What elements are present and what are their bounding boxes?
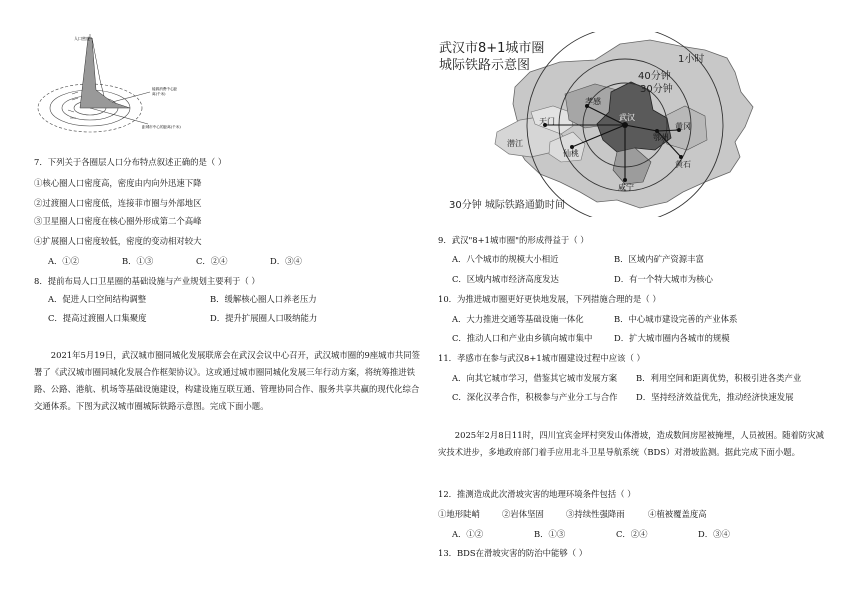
ring-label-30min: 30分钟	[640, 84, 673, 95]
density-label-a2: 离(千米)	[152, 92, 166, 96]
wuhan-rail-map	[435, 32, 770, 217]
q8-option-d[interactable]: D．提升扩展圈人口吸纳能力	[210, 313, 318, 323]
city-qianjiang: 潜江	[507, 139, 523, 148]
density-label-a: 能源消费中心距	[152, 87, 178, 91]
q13-stem: 13．BDS在滑坡灾害的防治中能够（ ）	[438, 548, 588, 558]
city-xianning: 咸宁	[618, 183, 634, 192]
q7-stem: 7．下列关于各圈层人口分布特点叙述正确的是（ ）	[34, 157, 227, 167]
q9-option-c[interactable]: C．区域内城市经济高度发达	[452, 274, 559, 284]
q10-option-c[interactable]: C．推动人口和产业由乡镇向城市集中	[452, 333, 593, 343]
q12-option-b[interactable]: B．①③	[534, 529, 566, 539]
passage-wuhan: 2021年5月19日，武汉城市圈同城化发展联席会在武汉会议中心召开，武汉城市圈的9座城市共同签署了《武汉城市圈同城化发展合作框架协议》。这或通过城市圈同城化发展三年行动方案，将统筹推进铁路、公路、港航、机场等基础设施建设，构建设施互联互通、管理协同合作、服务共享共赢的现代化综合交通体系。下图为武汉城市圈城际铁路示意图。完成下面小题。	[34, 350, 421, 411]
q12-option-c[interactable]: C．②④	[616, 529, 648, 539]
q12-statement-2: ②岩体坚固	[502, 509, 544, 519]
q11-option-d[interactable]: D．坚持经济效益优先，推动经济快速发展	[636, 392, 794, 402]
map-title-line2: 城际铁路示意图	[439, 58, 531, 73]
q9-stem: 9．武汉"8+1城市圈"的形成得益于（ ）	[438, 235, 589, 245]
q12-statement-4: ④植被覆盖度高	[648, 509, 707, 519]
city-tianmen: 天门	[539, 117, 555, 126]
q7-option-c[interactable]: C．②④	[196, 256, 228, 266]
map-title-line1: 武汉市8+1城市圈	[439, 41, 545, 56]
passage-landslide: 2025年2月8日11时，四川宜宾金坪村突发山体滑坡，造成数间房屋被掩埋，人员被困。随着防灾减灾技术进步，多地政府部门着手应用北斗卫星导航系统（BDS）对滑坡监测。据此完成下面小题。	[438, 430, 825, 457]
q11-stem: 11．孝感市在参与武汉8+1城市圈建设过程中应该（ ）	[438, 353, 645, 363]
city-xiantao: 仙桃	[563, 149, 579, 158]
q11-option-c[interactable]: C．深化汉孝合作，积极参与产业分工与合作	[452, 392, 618, 402]
q8-option-b[interactable]: B．缓解核心圈人口养老压力	[210, 294, 317, 304]
q9-option-d[interactable]: D．有一个特大城市为核心	[614, 274, 713, 284]
map-footer-legend: 30分钟 城际铁路通勤时间	[449, 200, 565, 211]
q10-stem: 10．为推进城市圈更好更快地发展，下列措施合理的是（ ）	[438, 294, 661, 304]
q11-option-b[interactable]: B．利用空间和距离优势，积极引进各类产业	[636, 373, 802, 383]
q7-option-a[interactable]: A．①②	[48, 256, 80, 266]
q7-statement-4: ④扩展圈人口密度较低，密度的变动相对较大	[34, 236, 202, 246]
q7-option-d[interactable]: D．③④	[270, 256, 302, 266]
q10-option-a[interactable]: A．大力推进交通等基础设施一体化	[452, 314, 584, 324]
q7-statement-2: ②过渡圈人口密度低，连接菲市圈与外部地区	[34, 198, 202, 208]
q7-option-b[interactable]: B．①③	[122, 256, 154, 266]
q9-option-a[interactable]: A．八个城市的规模大小相近	[452, 254, 559, 264]
q7-statement-3: ③卫星圈人口密度在核心圈外形成第二个高峰	[34, 216, 202, 226]
q12-option-a[interactable]: A．①②	[452, 529, 484, 539]
q7-statement-1: ①核心圈人口密度高，密度由内向外迅速下降	[34, 178, 202, 188]
density-label-b: 距城市中心的距离(千米)	[142, 125, 181, 129]
q12-stem: 12．推测造成此次滑坡灾害的地理环境条件包括（ ）	[438, 489, 636, 499]
population-density-figure	[30, 30, 210, 148]
q9-option-b[interactable]: B．区域内矿产资源丰富	[614, 254, 704, 264]
q12-statement-3: ③持续性强降雨	[566, 509, 625, 519]
q12-option-d[interactable]: D．③④	[698, 529, 730, 539]
q10-option-b[interactable]: B．中心城市建设完善的产业体系	[614, 314, 738, 324]
ring-label-1h: 1小时	[678, 54, 705, 65]
city-huanggang: 黄冈	[675, 122, 691, 131]
q8-option-a[interactable]: A．促进人口空间结构调整	[48, 294, 147, 304]
ring-label-40min: 40分钟	[638, 71, 671, 82]
q12-statement-1: ①地形陡峭	[438, 509, 480, 519]
city-huangshi: 黄石	[675, 160, 691, 169]
q10-option-d[interactable]: D．扩大城市圈内各城市的规模	[614, 333, 730, 343]
city-wuhan: 武汉	[619, 113, 635, 122]
city-ezhou: 鄂州	[653, 133, 669, 142]
city-xiaogan: 孝感	[585, 97, 601, 106]
q8-stem: 8．提前布局人口卫星圈的基础设施与产业规划主要利于（ ）	[34, 276, 260, 286]
q8-option-c[interactable]: C．提高过渡圈人口集聚度	[48, 313, 147, 323]
density-y-axis-label: 人口密度	[74, 36, 90, 41]
q11-option-a[interactable]: A．向其它城市学习，借鉴其它城市发展方案	[452, 373, 618, 383]
